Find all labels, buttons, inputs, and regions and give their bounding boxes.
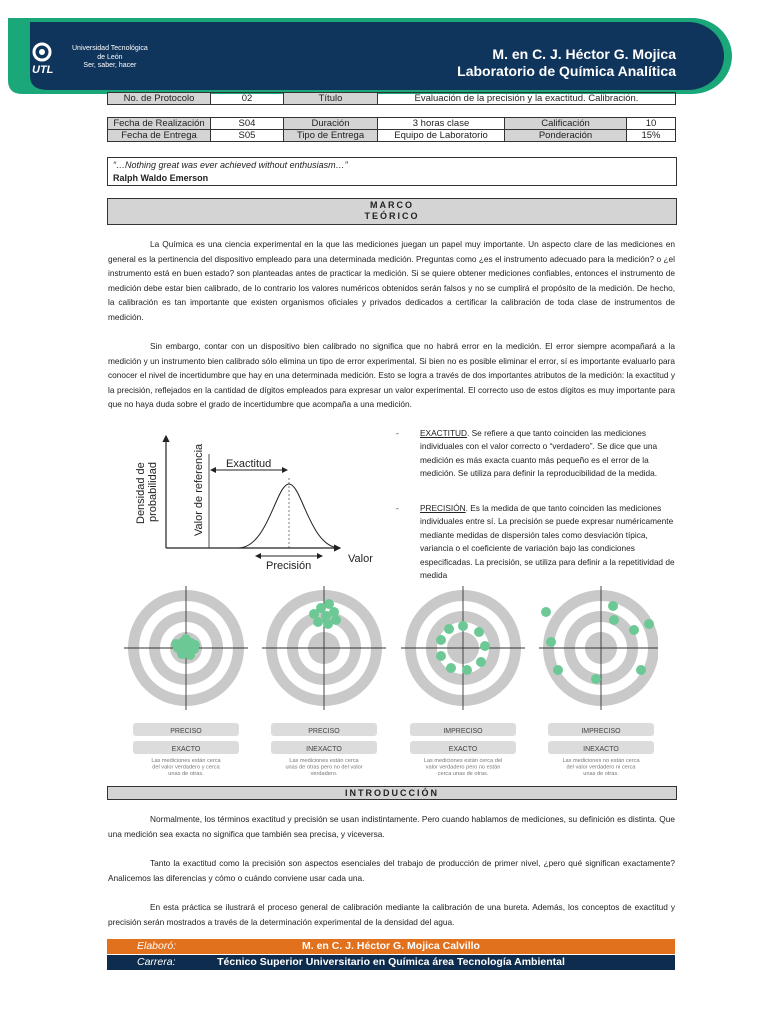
marco-paragraph-1: La Química es una ciencia experimental en la que las mediciones juegan un papel muy importante. Un aspecto clare de las mediciones en general es la pertinencia del dispositivo empleado para una determinada medición. Preguntas como ¿es el instrumento adecuado para la medición? o ¿el instrumento está en buen estado? son planteadas antes de practicar la medición. Si se quiere obtener mediciones confiables, entonces el instrumento de medición debe estar bien calibrado, de lo contrario los valores numéricos obtenidos serán falsos y no se cumplirá el propósito de la medición. De hecho, la calibración es tan importante que existen organismos oficiales y privados dedicados a certificar la calibración de toda clase de instrumentos de medición. [108, 239, 675, 322]
measurement-dot [546, 637, 556, 647]
measurement-dot [181, 634, 191, 644]
measurement-dot [446, 663, 456, 673]
fecha-realizacion-value: S04 [211, 118, 284, 130]
footer-carrera [107, 955, 675, 970]
measurement-dot [480, 641, 490, 651]
accuracy-label: INEXACTO [306, 746, 342, 753]
ponderacion-label: Ponderación [505, 130, 627, 142]
title-value: Evaluación de la precisión y la exactitud. Calibración. [378, 93, 676, 105]
target-caption-line: unas de otras pero no del valor [285, 764, 363, 771]
target-4 [539, 586, 658, 777]
duracion-value: 3 horas clase [378, 118, 505, 130]
fecha-entrega-value: S05 [211, 130, 284, 142]
carrera-label: Carrera: [137, 956, 176, 968]
exactitud-keyword: EXACTITUD [420, 428, 468, 438]
header-author: M. en C. J. Héctor G. Mojica [492, 46, 676, 62]
measurement-dot [476, 657, 486, 667]
footer-elaboro [107, 939, 675, 954]
elaboro-value: M. en C. J. Héctor G. Mojica Calvillo [302, 940, 480, 952]
measurement-dot [331, 615, 341, 625]
quote-box [107, 157, 677, 186]
measurement-dot [609, 615, 619, 625]
intro-paragraph-1: Normalmente, los términos exactitud y precisión se usan indistintamente. Pero cuando hablamos de mediciones, su definición es distinta. Que una medición sea exacta no significa que también sea precisa, y viceversa. [108, 814, 675, 839]
measurement-dot [636, 665, 646, 675]
measurement-dot [313, 617, 323, 627]
y-label-line1: Densidad de [135, 462, 147, 524]
bullet-exactitud: - EXACTITUD. Se refiere a que tanto coinciden las mediciones individuales con el valor correcto o “verdadero”. Se dice que una medición es más exacta cuanto más pequeño es el error de la medición. Se utiliza para definir la reproducibilidad de la medida. [396, 428, 658, 479]
target-caption-line: Las mediciones están cerca [151, 758, 221, 764]
target-caption-line: del valor verdadero y cerca [152, 764, 220, 771]
protocol-dates-table [107, 117, 676, 142]
ponderacion-value: 15% [627, 130, 676, 142]
target-caption-line: del valor verdadero ni cerca [566, 764, 636, 771]
calificacion-value: 10 [627, 118, 676, 130]
target-caption-line: Las mediciones están cerca del [423, 758, 503, 764]
precision-keyword: PRECISIÓN [420, 503, 466, 513]
accuracy-label: EXACTO [171, 746, 201, 753]
target-caption-line: valor verdadero pero no están [425, 764, 501, 771]
intro-paragraph-2: Tanto la exactitud como la precisión son aspectos esenciales del trabajo de producción de primer nivel, ¿pero qué significan exactamente? Analicemos las diferencias y cómo o cuándo conviene usar cada una. [108, 858, 675, 883]
duracion-label: Duración [284, 118, 378, 130]
university-logo [30, 40, 148, 76]
target-caption-line: Las mediciones están cerca [289, 758, 359, 764]
target-caption-line: cerca unas de otras. [437, 771, 489, 777]
target-caption-line: verdadero. [310, 771, 338, 777]
measurement-dot [462, 665, 472, 675]
fecha-realizacion-label: Fecha de Realización [108, 118, 211, 130]
precision-label: IMPRECISO [443, 728, 483, 735]
target-caption-line: unas de otras. [168, 771, 204, 777]
elaboro-label: Elaboró: [137, 940, 177, 952]
measurement-dot [629, 625, 639, 635]
precision-label: Precisión [266, 560, 312, 572]
measurement-dot [474, 627, 484, 637]
protocol-no-value: 02 [211, 93, 284, 105]
marco-heading-line2: TEÓRICO [364, 211, 420, 221]
measurement-dot [185, 650, 195, 660]
accuracy-label: EXACTO [448, 746, 478, 753]
quote-author: Ralph Waldo Emerson [113, 173, 209, 183]
header-lab: Laboratorio de Química Analítica [457, 63, 676, 79]
accuracy-label: INEXACTO [583, 746, 619, 753]
target-caption-line: Las mediciones no están cerca [562, 758, 640, 764]
title-label: Título [284, 93, 378, 105]
measurement-dot [644, 619, 654, 629]
measurement-dot [591, 674, 601, 684]
valor-label: Valor [348, 553, 373, 565]
marco-paragraph-2: Sin embargo, contar con un dispositivo bien calibrado no significa que no habrá error en la medición. El error siempre acompañará a la medición y un instrumento bien calibrado sólo elimina un tipo de error experimental. Si bien no es posible eliminar el error, sí es importante evaluarlo para conocer el nivel de incertidumbre que hay en una determinada medición. Esto se logra a través de dos importantes atributos de la medición: la exactitud y la precisión, reflejados en la cantidad de dígitos empleados para expresar un valor experimental. El correcto uso de estos dígitos es muy importante para que no haya duda sobre el grado de incertidumbre que acompaña a una medición. [108, 341, 675, 410]
target-2 [262, 586, 386, 777]
quote-text: “…Nothing great was ever achieved without enthusiasm…” [113, 160, 348, 170]
protocol-header-table [107, 92, 676, 105]
y-label-line2: probabilidad [147, 462, 159, 522]
measurement-dot [458, 621, 468, 631]
measurement-dot [190, 640, 200, 650]
measurement-dot [608, 601, 618, 611]
exactitud-label: Exactitud [226, 458, 272, 470]
measurement-dot [541, 607, 551, 617]
carrera-value: Técnico Superior Universitario en Química área Tecnología Ambiental [217, 956, 565, 968]
tipo-entrega-value: Equipo de Laboratorio [378, 130, 505, 142]
target-3 [401, 586, 525, 777]
measurement-dot [171, 639, 181, 649]
accuracy-precision-diagram [118, 426, 380, 576]
tipo-entrega-label: Tipo de Entrega [284, 130, 378, 142]
precision-label: PRECISO [308, 728, 340, 735]
measurement-dot [444, 624, 454, 634]
intro-paragraph-3: En esta práctica se ilustrará el proceso general de calibración mediante la calibración de una bureta. Además, los conceptos de exactitud y precisión serán mostrados a través de la determinación experimental de la densidad del agua. [108, 902, 675, 927]
target-1 [124, 586, 248, 777]
fecha-entrega-label: Fecha de Entrega [108, 130, 211, 142]
bullet-precision: - PRECISIÓN. Es la medida de que tanto coinciden las mediciones individuales entre sí. La precisión se puede expresar numéricamente mediante medidas de dispersión tales como desviación típica, variancia o el coeficiente de variación bajo las condiciones especificadas. La precisión, se utiliza para definir a la repetitividad de medida [396, 503, 675, 581]
svg-text:UTL: UTL [32, 64, 54, 76]
institution-name: Universidad Tecnológica de León Ser, saber, hacer [72, 45, 148, 70]
marco-teorico-heading [107, 198, 677, 225]
precision-label: IMPRECISO [581, 728, 621, 735]
header-title [457, 46, 676, 80]
measurement-dot [436, 651, 446, 661]
protocol-no-label: No. de Protocolo [108, 93, 211, 105]
measurement-dot [553, 665, 563, 675]
calificacion-label: Calificación [505, 118, 627, 130]
target-caption-line: unas de otras. [583, 771, 619, 777]
page-header [8, 18, 732, 94]
reference-value-label: Valor de referencia [193, 443, 205, 536]
introduccion-heading: INTRODUCCIÓN [107, 786, 677, 800]
targets-illustration [118, 585, 658, 783]
marco-heading-line1: MARCO [370, 200, 414, 210]
precision-label: PRECISO [170, 728, 202, 735]
utl-logo-icon [30, 40, 66, 76]
measurement-dot [436, 635, 446, 645]
